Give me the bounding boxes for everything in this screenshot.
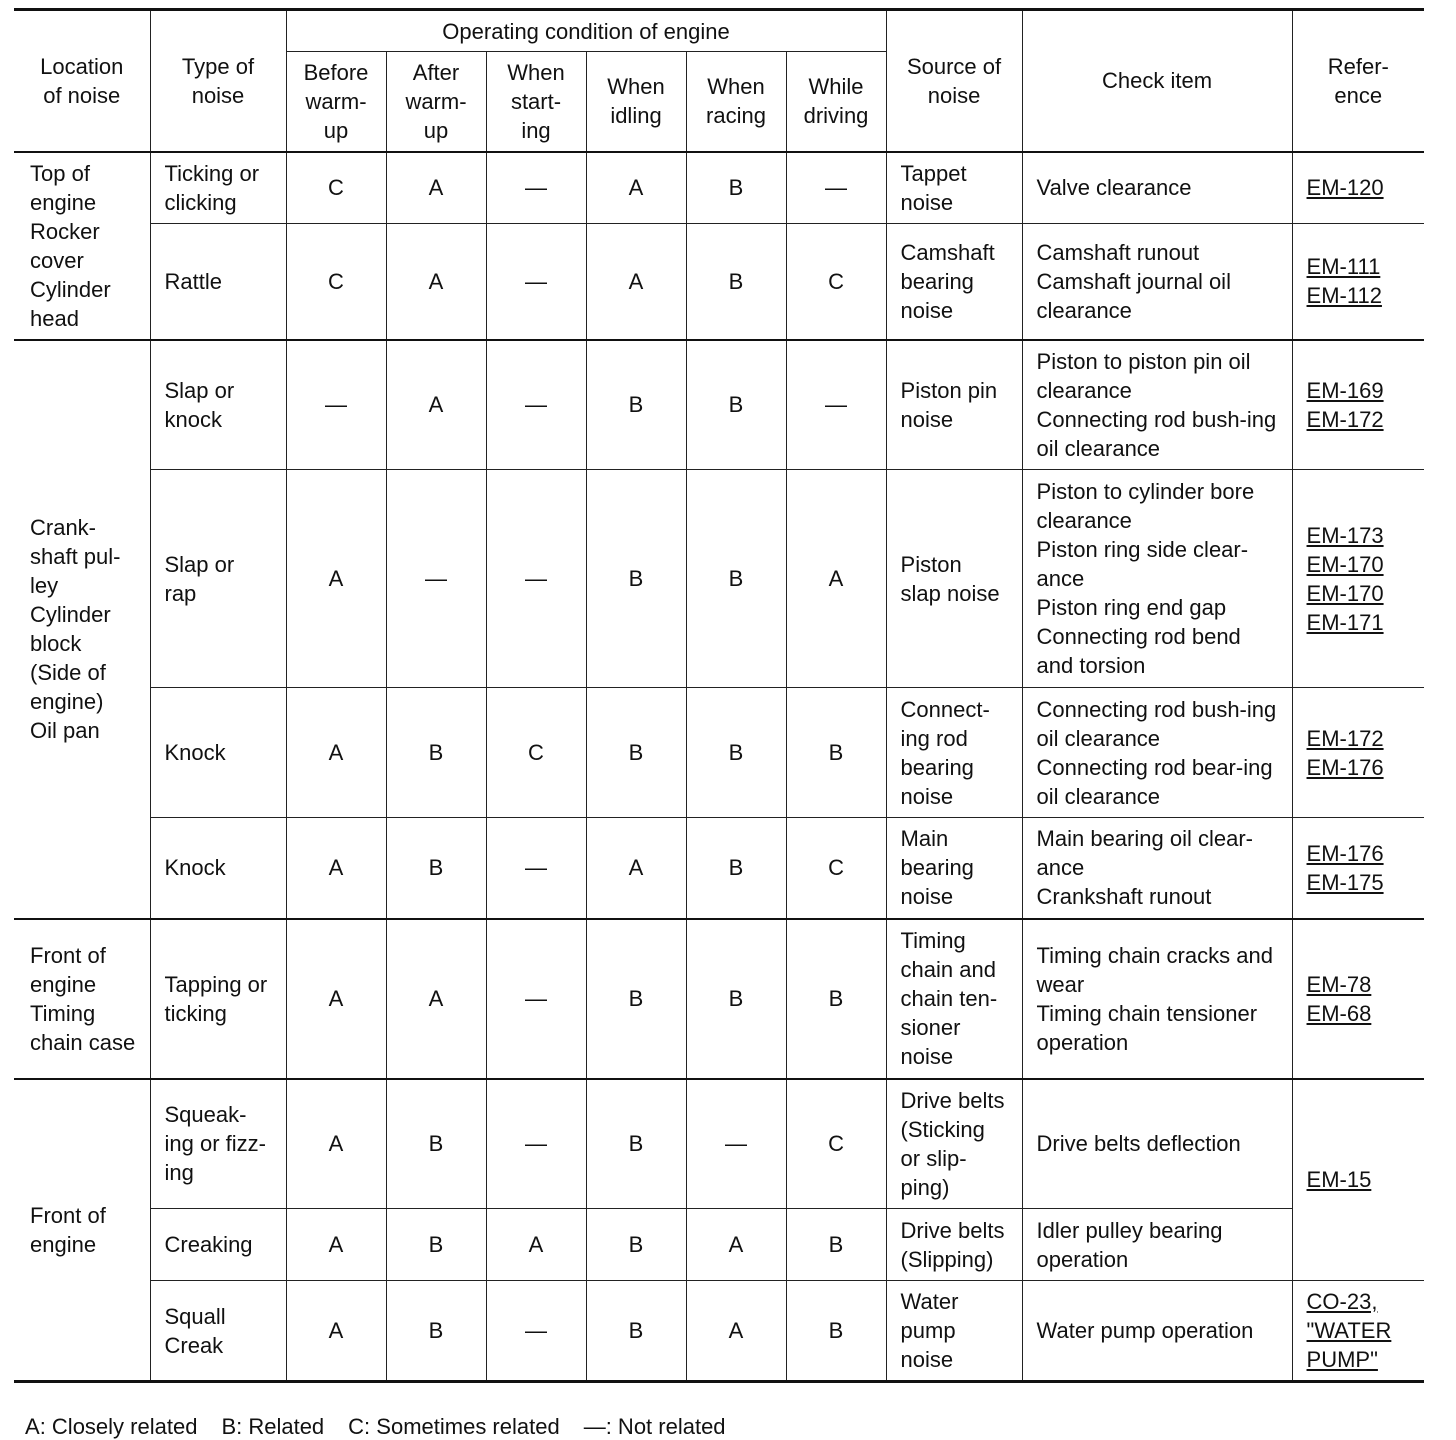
reference-cell [1292,688,1424,818]
reference-link[interactable]: EM-15 [1306,1167,1372,1193]
condition-cell: B [586,1079,686,1209]
reference-link[interactable]: EM-170 [1306,551,1384,577]
reference-link[interactable]: EM-111 [1306,254,1381,280]
table-row [14,224,1424,340]
legend-item: B: Related [221,1414,325,1439]
condition-cell: — [386,470,486,688]
noise-source: Piston slap noise [886,470,1022,688]
reference-cell [1292,919,1424,1079]
check-item [1022,919,1292,1079]
check-item-line: Piston ring side clear-ance [1036,537,1249,591]
condition-cell: B [686,340,786,470]
reference-link[interactable]: EM-120 [1306,175,1384,201]
condition-cell: C [286,224,386,340]
noise-source: Camshaft bearing noise [886,224,1022,340]
reference-link[interactable]: EM-176 [1306,840,1384,866]
condition-cell: A [386,152,486,224]
condition-cell: A [586,818,686,919]
table-row [14,919,1424,1079]
condition-cell: — [486,818,586,919]
header-condition: While driving [786,52,886,152]
noise-location: Front of engine [14,1079,150,1382]
noise-type: Knock [150,818,286,919]
condition-cell: B [386,688,486,818]
header-check-item: Check item [1022,10,1292,152]
condition-cell: A [486,1209,586,1281]
noise-type: Squall Creak [150,1281,286,1382]
check-item-line: Camshaft journal oil clearance [1036,268,1231,323]
condition-cell: B [686,152,786,224]
condition-cell: B [586,919,686,1079]
check-item [1022,818,1292,919]
check-item-line: Drive belts deflection [1036,1131,1241,1157]
condition-cell: C [786,224,886,340]
table-row [14,1209,1424,1281]
condition-cell: B [586,340,686,470]
check-item [1022,340,1292,470]
check-item-line: Camshaft runout [1036,239,1200,265]
noise-source: Drive belts (Sticking or slip-ping) [886,1079,1022,1209]
condition-cell: B [686,224,786,340]
reference-cell [1292,1281,1424,1382]
noise-source: Piston pin noise [886,340,1022,470]
check-item-line: Timing chain cracks and wear [1036,942,1273,997]
noise-type: Tapping or ticking [150,919,286,1079]
noise-type: Ticking or clicking [150,152,286,224]
condition-cell: B [586,688,686,818]
reference-link[interactable]: EM-78 [1306,971,1372,997]
reference-link[interactable]: EM-172 [1306,725,1384,751]
condition-cell: C [786,818,886,919]
check-item [1022,470,1292,688]
condition-cell: — [786,340,886,470]
condition-cell: A [386,919,486,1079]
condition-cell: — [486,152,586,224]
check-item [1022,224,1292,340]
check-item-line: Piston to cylinder bore clearance [1036,479,1255,533]
condition-cell: — [486,340,586,470]
condition-cell: B [686,818,786,919]
table-row [14,688,1424,818]
header-location: Location of noise [14,10,150,152]
table-row [14,1079,1424,1209]
condition-cell: A [386,340,486,470]
condition-cell: A [786,470,886,688]
condition-cell: A [386,224,486,340]
check-item-line: Connecting rod bear-ing oil clearance [1036,754,1273,809]
reference-link[interactable]: EM-68 [1306,1000,1372,1026]
table-body [14,152,1424,1382]
table-row [14,152,1424,224]
condition-cell: B [586,1209,686,1281]
legend-item: A: Closely related [25,1414,198,1439]
condition-cell: A [586,152,686,224]
reference-link[interactable]: EM-173 [1306,522,1384,548]
check-item-line: Connecting rod bush-ing oil clearance [1036,406,1277,461]
reference-link[interactable]: PUMP" [1306,1347,1378,1372]
condition-cell: — [486,919,586,1079]
noise-type: Knock [150,688,286,818]
check-item-line: Timing chain tensioner operation [1036,1000,1258,1055]
header-condition: When idling [586,52,686,152]
header-condition: When racing [686,52,786,152]
check-item [1022,1281,1292,1382]
check-item-line: Piston to piston pin oil clearance [1036,348,1251,403]
check-item [1022,152,1292,224]
condition-cell: — [486,470,586,688]
reference-cell [1292,224,1424,340]
check-item-line: Piston ring end gap [1036,595,1227,620]
condition-cell: C [286,152,386,224]
header-operating-condition: Operating condition of engine [286,10,886,52]
reference-cell [1292,818,1424,919]
condition-cell: B [686,470,786,688]
check-item-line: Idler pulley bearing operation [1036,1217,1223,1272]
table-row [14,818,1424,919]
check-item-line: Connecting rod bend and torsion [1036,624,1241,678]
legend-item: C: Sometimes related [348,1414,560,1439]
check-item [1022,1209,1292,1281]
reference-cell [1292,152,1424,224]
reference-link[interactable]: EM-169 [1306,377,1384,403]
check-item [1022,688,1292,818]
condition-cell: B [386,1079,486,1209]
noise-source: Drive belts (Slipping) [886,1209,1022,1281]
noise-source: Connect-ing rod bearing noise [886,688,1022,818]
noise-location: Top of engine Rocker cover Cylinder head [14,152,150,340]
check-item-line: Main bearing oil clear-ance [1036,826,1253,881]
noise-type: Rattle [150,224,286,340]
condition-cell: B [786,1209,886,1281]
condition-cell: A [586,224,686,340]
reference-link[interactable]: EM-175 [1306,869,1384,895]
condition-cell: — [486,1079,586,1209]
noise-source: Main bearing noise [886,818,1022,919]
condition-cell: B [686,919,786,1079]
check-item-line: Crankshaft runout [1036,884,1212,910]
noise-type: Slap or knock [150,340,286,470]
noise-type: Slap or rap [150,470,286,688]
condition-cell: B [386,1281,486,1382]
condition-cell: C [486,688,586,818]
noise-type: Creaking [150,1209,286,1281]
legend [14,1388,750,1440]
noise-source: Timing chain and chain ten-sioner noise [886,919,1022,1079]
header-condition: When start-ing [486,52,586,152]
table-row [14,470,1424,688]
noise-location: Crank-shaft pul-ley Cylinder block (Side of engine) Oil pan [14,340,150,919]
condition-cell: A [286,1281,386,1382]
condition-cell: B [586,1281,686,1382]
condition-cell: — [486,1281,586,1382]
reference-cell [1292,1079,1424,1281]
condition-cell: A [286,1079,386,1209]
condition-cell: A [286,688,386,818]
reference-link[interactable]: EM-171 [1306,609,1384,635]
table-row [14,1281,1424,1382]
noise-source: Water pump noise [886,1281,1022,1382]
condition-cell: B [786,919,886,1079]
noise-location: Front of engine Timing chain case [14,919,150,1079]
header-reference: Refer-ence [1292,10,1424,152]
condition-cell: — [686,1079,786,1209]
reference-link[interactable]: "WATER [1306,1318,1392,1343]
noise-source: Tappet noise [886,152,1022,224]
condition-cell: B [786,1281,886,1382]
legend-item: —: Not related [583,1414,726,1439]
condition-cell: A [286,470,386,688]
condition-cell: — [486,224,586,340]
check-item-line: Water pump operation [1036,1318,1254,1343]
condition-cell: A [286,818,386,919]
condition-cell: A [286,919,386,1079]
header-source: Source of noise [886,10,1022,152]
condition-cell: B [586,470,686,688]
reference-link[interactable]: CO-23, [1306,1289,1378,1314]
check-item [1022,1079,1292,1209]
condition-cell: B [386,818,486,919]
header-condition: After warm-up [386,52,486,152]
header-type: Type of noise [150,10,286,152]
condition-cell: C [786,1079,886,1209]
reference-link[interactable]: EM-176 [1306,754,1384,780]
reference-link[interactable]: EM-170 [1306,580,1384,606]
reference-link[interactable]: EM-112 [1306,283,1382,309]
condition-cell: — [786,152,886,224]
condition-cell: B [686,688,786,818]
noise-type: Squeak-ing or fizz-ing [150,1079,286,1209]
condition-cell: A [686,1209,786,1281]
condition-cell: — [286,340,386,470]
condition-cell: A [686,1281,786,1382]
table-row [14,340,1424,470]
reference-cell [1292,470,1424,688]
check-item-line: Connecting rod bush-ing oil clearance [1036,696,1277,751]
engine-noise-table [14,8,1424,1383]
header-condition: Before warm-up [286,52,386,152]
condition-cell: A [286,1209,386,1281]
check-item-line: Valve clearance [1036,175,1192,201]
condition-cell: B [786,688,886,818]
reference-link[interactable]: EM-172 [1306,406,1384,432]
condition-cell: B [386,1209,486,1281]
reference-cell [1292,340,1424,470]
